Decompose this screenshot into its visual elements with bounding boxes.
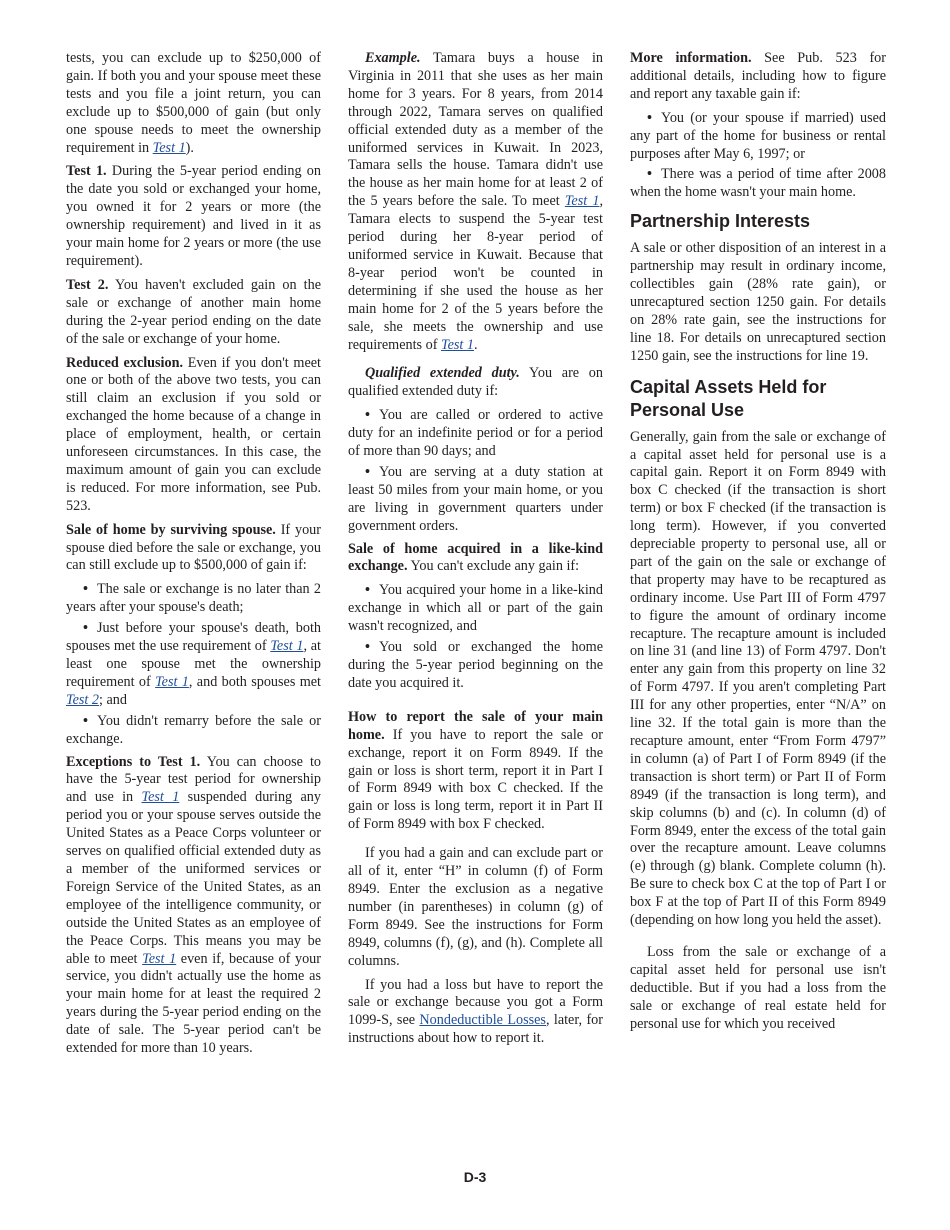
bullet-icon: •	[365, 639, 370, 656]
exceptions-paragraph: Exceptions to Test 1. You can choose to have the 5-year test period for ownership and use in Test 1 suspended during any period you or your spouse serves outside the United States as a Peace Corps volunteer or serves on qualified official extended duty as a member of the uniformed services or Foreign Service of the United States, as an employee of the intelligence community, or outside the United States as an employee of the Peace Corps. This means you may be able to meet Test 1 even if, because of your service, you didn't actually use the home as your main home for at least the required 2 years during the 5-year period ending on the date of sale. The 5-year period can't be extended for more than 10 years.	[66, 753, 321, 1057]
bullet-icon: •	[647, 109, 652, 126]
how-to-report-paragraph: How to report the sale of your main home. If you have to report the sale or exchange, report it on Form 8949. If the gain or loss is short term, report it in Part I of Form 8949 with box C checked. If the gain or loss is long term, report it in Part II of Form 8949 with box F checked.	[348, 708, 603, 833]
list-item: • The sale or exchange is no later than 2 years after your spouse's death;	[66, 581, 321, 616]
list-item: • There was a period of time after 2008 when the home wasn't your main home.	[630, 166, 886, 201]
test1-link[interactable]: Test 1	[155, 673, 189, 690]
how-to-report-heading: How to report the sale of your main home.	[348, 708, 603, 743]
like-kind-heading: Sale of home acquired in a like-kind exchange.	[348, 540, 603, 575]
test2-paragraph: Test 2. You haven't excluded gain on the sale or exchange of another main home during the 2-year period ending on the date of the sale or exchange of your home.	[66, 276, 321, 347]
example-paragraph: Example. Tamara buys a house in Virginia in 2011 that she uses as her main home for 3 years. For 8 years, from 2014 through 2022, Tamara serves on qualified official extended duty as a member of the uniformed services in Kuwait. In 2023, Tamara sells the house. Tamara didn't use the house as her main home for at least 2 of the 5 years before the sale. To meet Test 1, Tamara elects to suspend the 5-year test period during her 8-year period of uniformed service in Kuwait. Because that 8-year period won't be counted in determining if she used the house as her main home for 2 of the 5 years before the sale, she meets the ownership and use requirements of Test 1.	[348, 50, 603, 353]
more-info-paragraph: More information. See Pub. 523 for additional details, including how to figure and report any taxable gain if:	[630, 50, 886, 102]
column-2	[348, 50, 603, 1054]
exceptions-heading: Exceptions to Test 1.	[66, 753, 201, 770]
bullet-icon: •	[365, 463, 370, 480]
list-item: • You are called or ordered to active duty for an indefinite period or for a period of more than 90 days; and	[348, 407, 603, 460]
personal-loss-paragraph: Loss from the sale or exchange of a capital asset held for personal use isn't deductible. But if you had a loss from the sale or exchange of real estate held for personal use for which you received	[630, 943, 886, 1032]
column-3	[630, 50, 886, 1040]
list-item: • You are serving at a duty station at least 50 miles from your main home, or you are living in government quarters under government orders.	[348, 463, 603, 534]
list-item: • You didn't remarry before the sale or exchange.	[66, 712, 321, 747]
more-info-heading: More information.	[630, 50, 752, 66]
reduced-exclusion-heading: Reduced exclusion.	[66, 354, 184, 371]
bullet-icon: •	[83, 620, 88, 637]
gain-paragraph: If you had a gain and can exclude part or all of it, enter “H” in column (f) of Form 8949. Enter the exclusion as a negative number (in parentheses) in column (g) of Form 8949. See the instructions for Form 8949, columns (f), (g), and (h). Complete all columns.	[348, 845, 603, 969]
loss-report-paragraph: If you had a loss but have to report the sale or exchange because you got a Form 1099-S, see Nondeductible Losses, later, for instructions about how to report it.	[348, 976, 603, 1047]
test1-link[interactable]: Test 1	[270, 638, 304, 655]
qualified-duty-paragraph: Qualified extended duty. You are on qualified extended duty if:	[348, 365, 603, 400]
test1-link[interactable]: Test 1	[440, 336, 474, 353]
test1-link[interactable]: Test 1	[141, 789, 180, 806]
surviving-spouse-heading: Sale of home by surviving spouse.	[66, 521, 276, 538]
test1-heading: Test 1.	[66, 163, 107, 180]
qualified-duty-heading: Qualified extended duty.	[365, 365, 520, 382]
nondeductible-losses-link[interactable]: Nondeductible Losses	[419, 1012, 546, 1029]
test1-paragraph: Test 1. During the 5-year period ending on the date you sold or exchanged your home, you owned it for 2 years or more (the ownership requirement) and lived in it as your main home for 2 years or more (the use requirement).	[66, 163, 321, 269]
test2-heading: Test 2.	[66, 276, 109, 293]
list-item: • Just before your spouse's death, both spouses met the use requirement of Test 1, at least one spouse met the ownership requirement of Test 1, and both spouses met Test 2; and	[66, 620, 321, 708]
page-number: D-3	[463, 1169, 487, 1185]
test1-link[interactable]: Test 1	[142, 950, 177, 967]
like-kind-paragraph: Sale of home acquired in a like-kind exchange. You can't exclude any gain if:	[348, 540, 603, 575]
bullet-icon: •	[83, 581, 88, 598]
intro-paragraph: tests, you can exclude up to $250,000 of gain. If both you and your spouse meet these tests and you file a joint return, you can exclude up to $500,000 of gain (but only one spouse needs to meet the ownership requirement in Test 1).	[66, 50, 321, 156]
partnership-interests-heading: Partnership Interests	[630, 211, 811, 232]
test2-link[interactable]: Test 2	[66, 691, 99, 708]
bullet-icon: •	[647, 166, 652, 183]
list-item: • You sold or exchanged the home during the 5-year period beginning on the date you acquired it.	[348, 639, 603, 691]
test1-link[interactable]: Test 1	[152, 139, 186, 156]
column-1	[66, 50, 321, 1064]
bullet-icon: •	[83, 712, 88, 729]
list-item: • You acquired your home in a like-kind exchange in which all or part of the gain wasn't recognized, and	[348, 582, 603, 635]
list-item: • You (or your spouse if married) used any part of the home for business or rental purposes after May 6, 1997; or	[630, 109, 886, 162]
example-heading: Example.	[365, 50, 421, 66]
capital-assets-paragraph: Generally, gain from the sale or exchange of a capital asset held for personal use is a capital gain. Report it on Form 8949 with box C checked (if the transaction is short term) or box F checked (if the transaction is long term). However, if you converted depreciable property to personal use, all or part of the gain on the sale or exchange of that property may have to be recaptured as ordinary income. Use Part III of Form 4797 to figure the amount of ordinary income recapture. The recapture amount is included on line 31 (and line 13) of Form 4797. Don't enter any gain from this property on line 32 of Form 4797. If you aren't completing Part III for any other properties, enter “N/A” on line 32. If the total gain is more than the recapture amount, enter “From Form 4797” in column (a) of Part I of Form 8949 (if the transaction is short term) or Part II of Form 8949 (if the transaction is long term), and skip columns (b) and (c). In column (d) of Form 8949, enter the excess of the total gain over the recapture amount. Leave columns (e) through (g) blank. Complete column (h). Be sure to check box C at the top of Part I or box F at the top of Part II of this Form 8949 (depending on how long you held the asset).	[630, 428, 886, 929]
test1-link[interactable]: Test 1	[564, 193, 600, 210]
bullet-icon: •	[365, 582, 370, 599]
partnership-paragraph: A sale or other disposition of an interest in a partnership may result in ordinary income, collectibles gain (28% rate gain), or unrecaptured section 1250 gain. For details on 28% rate gain, see the instructions for line 18. For details on unrecaptured section 1250 gain, see the instructions for line 19.	[630, 240, 886, 364]
capital-assets-heading: Capital Assets Held for Personal Use	[630, 376, 827, 420]
surviving-spouse-paragraph: Sale of home by surviving spouse. If your spouse died before the sale or exchange, you can still exclude up to $500,000 of gain if:	[66, 521, 321, 574]
bullet-icon: •	[365, 407, 370, 424]
reduced-exclusion-paragraph: Reduced exclusion. Even if you don't meet one or both of the above two tests, you can still claim an exclusion if you sold or exchanged the home because of a change in place of employment, health, or certain unforeseen circumstances. In this case, the maximum amount of gain you can exclude is reduced. For more information, see Pub. 523.	[66, 354, 321, 514]
